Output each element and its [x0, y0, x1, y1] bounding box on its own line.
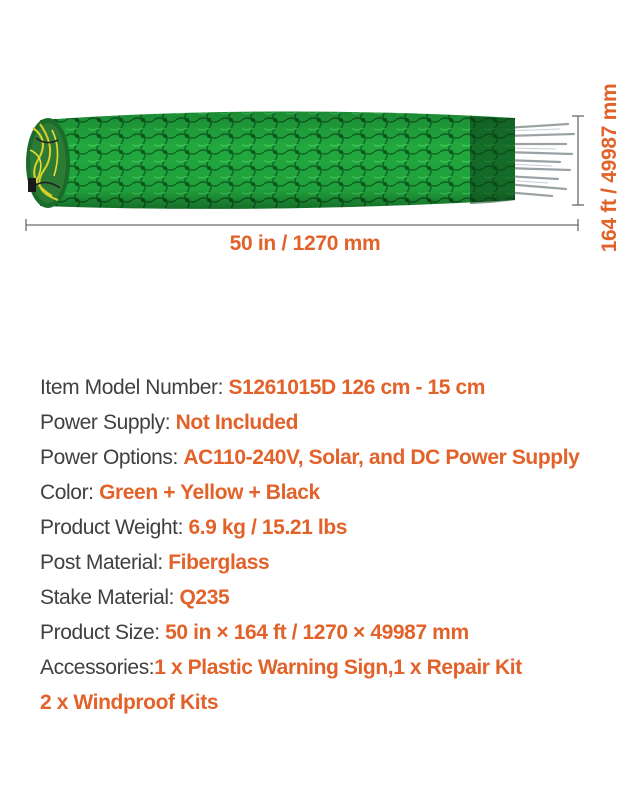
spec-row-power-supply [40, 405, 630, 440]
spec-label: Item Model Number: [40, 376, 229, 399]
spec-row-color [40, 475, 630, 510]
width-dimension-label: 50 in / 1270 mm [229, 232, 381, 255]
spec-label: Post Material: [40, 551, 169, 574]
spec-value: 1 x Plastic Warning Sign,1 x Repair Kit [154, 656, 522, 679]
spec-value: Green + Yellow + Black [99, 481, 320, 504]
height-dimension-label: 164 ft / 49987 mm [598, 83, 621, 253]
spec-label: Product Size: [40, 621, 166, 644]
spec-value: 6.9 kg / 15.21 lbs [188, 516, 348, 539]
width-dimension-line [26, 219, 578, 231]
spec-value: 2 x Windproof Kits [40, 691, 219, 714]
spec-row-model-number [40, 370, 630, 405]
spec-label: Product Weight: [40, 516, 189, 539]
spec-label: Power Options: [40, 446, 184, 469]
net-roll-end [26, 118, 70, 208]
spec-label: Stake Material: [40, 586, 180, 609]
spec-row-accessories-continued [40, 685, 630, 720]
spec-value: Not Included [175, 411, 298, 434]
fiberglass-posts [505, 124, 574, 196]
spec-value: 50 in × 164 ft / 1270 × 49987 mm [165, 621, 469, 644]
product-figure [0, 0, 640, 340]
spec-label: Power Supply: [40, 411, 176, 434]
spec-label: Color: [40, 481, 100, 504]
spec-row-post-material [40, 545, 630, 580]
spec-row-power-options [40, 440, 630, 475]
spec-list [40, 370, 630, 720]
height-dimension-line [572, 116, 584, 205]
spec-row-product-weight [40, 510, 630, 545]
spec-row-product-size [40, 615, 630, 650]
spec-row-accessories [40, 650, 630, 685]
rolled-net-fence-image [0, 0, 640, 340]
spec-row-stake-material [40, 580, 630, 615]
net-roll [40, 111, 515, 208]
spec-value: Fiberglass [168, 551, 270, 574]
spec-label: Accessories: [40, 656, 155, 679]
spec-value: AC110-240V, Solar, and DC Power Supply [183, 446, 580, 469]
spec-value: S1261015D 126 cm - 15 cm [228, 376, 486, 399]
spec-value: Q235 [179, 586, 230, 609]
